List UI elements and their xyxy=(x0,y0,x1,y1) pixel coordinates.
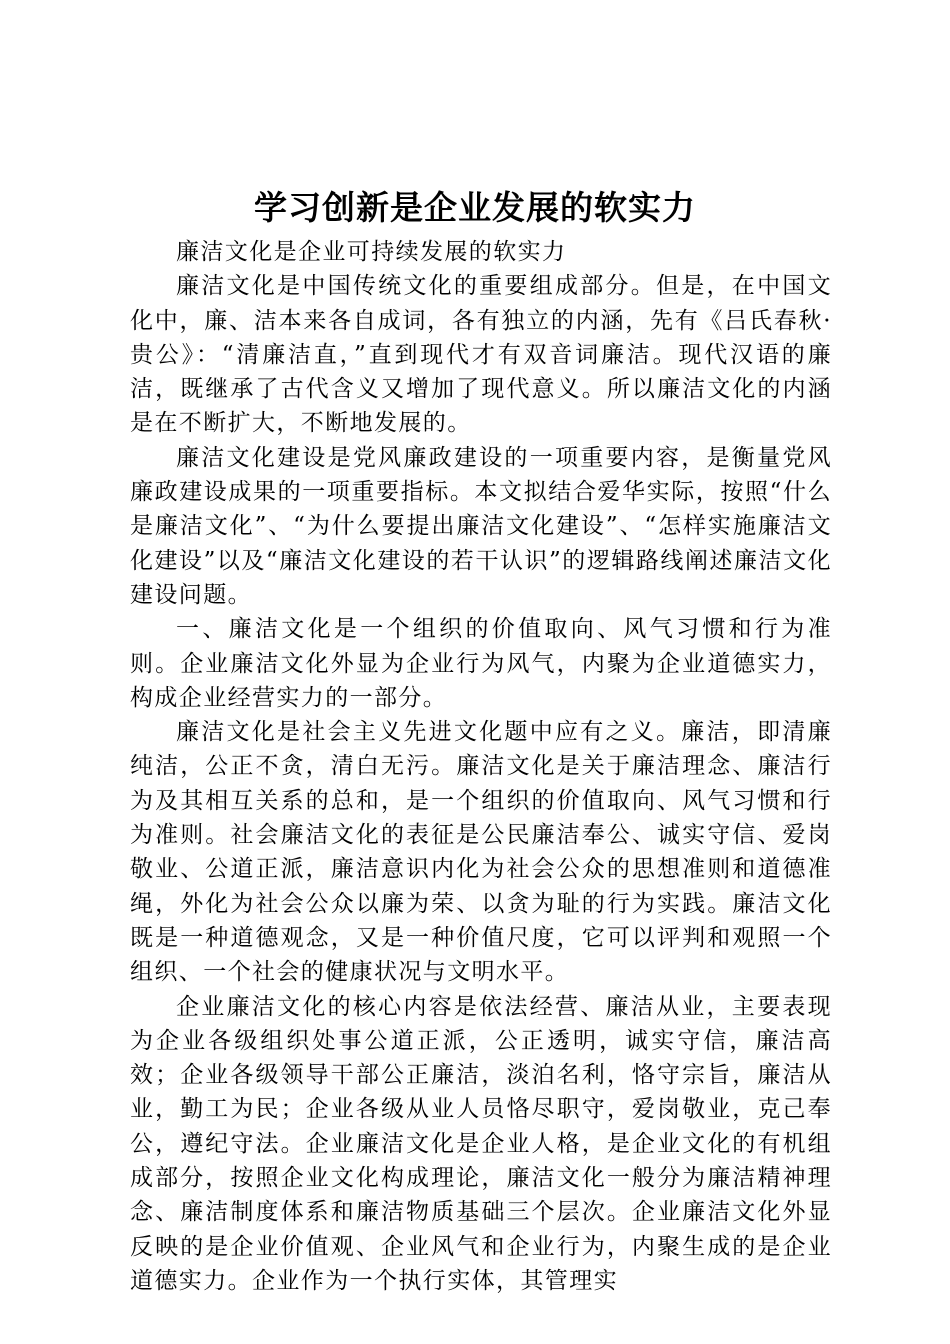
paragraph: 企业廉洁文化的核心内容是依法经营、廉洁从业，主要表现为企业各级组织处事公道正派，公正透明，诚实守信，廉洁高效；企业各级领导干部公正廉洁，淡泊名利，恪守宗旨，廉洁从业，勤工为民；企业各级从业人员恪尽职守，爱岗敬业，克己奉公，遵纪守法。企业廉洁文化是企业人格，是企业文化的有机组成部分，按照企业文化构成理论，廉洁文化一般分为廉洁精神理念、廉洁制度体系和廉洁物质基础三个层次。企业廉洁文化外显反映的是企业价值观、企业风气和企业行为，内聚生成的是企业道德实力。企业作为一个执行实体，其管理实 xyxy=(130,993,832,1294)
paragraph: 廉洁文化是中国传统文化的重要组成部分。但是，在中国文化中，廉、洁本来各自成词，各有独立的内涵，先有《吕氏春秋·贵公》：“清廉洁直，”直到现代才有双音词廉洁。现代汉语的廉洁，既继承了古代含义又增加了现代意义。所以廉洁文化的内涵是在不断扩大，不断地发展的。 xyxy=(130,273,832,437)
paragraph: 廉洁文化建设是党风廉政建设的一项重要内容，是衡量党风廉政建设成果的一项重要指标。本文拟结合爱华实际，按照“什么是廉洁文化”、“为什么要提出廉洁文化建设”、“怎样实施廉洁文化建设”以及“廉洁文化建设的若干认识”的逻辑路线阐述廉洁文化建设问题。 xyxy=(130,444,832,608)
paragraph: 一、廉洁文化是一个组织的价值取向、风气习惯和行为准则。企业廉洁文化外显为企业行为风气，内聚为企业道德实力，构成企业经营实力的一部分。 xyxy=(130,616,832,711)
document-body xyxy=(130,235,832,1298)
paragraph-subtitle: 廉洁文化是企业可持续发展的软实力 xyxy=(176,239,567,265)
document-title: 学习创新是企业发展的软实力 xyxy=(254,188,696,227)
paragraph: 廉洁文化是社会主义先进文化题中应有之义。廉洁，即清廉纯洁，公正不贪，清白无污。廉洁文化是关于廉洁理念、廉洁行为及其相互关系的总和，是一个组织的价值取向、风气习惯和行为准则。社会廉洁文化的表征是公民廉洁奉公、诚实守信、爱岗敬业、公道正派，廉洁意识内化为社会公众的思想准则和道德准绳，外化为社会公众以廉为荣、以贪为耻的行为实践。廉洁文化既是一种道德观念，又是一种价值尺度，它可以评判和观照一个组织、一个社会的健康状况与文明水平。 xyxy=(130,719,832,986)
